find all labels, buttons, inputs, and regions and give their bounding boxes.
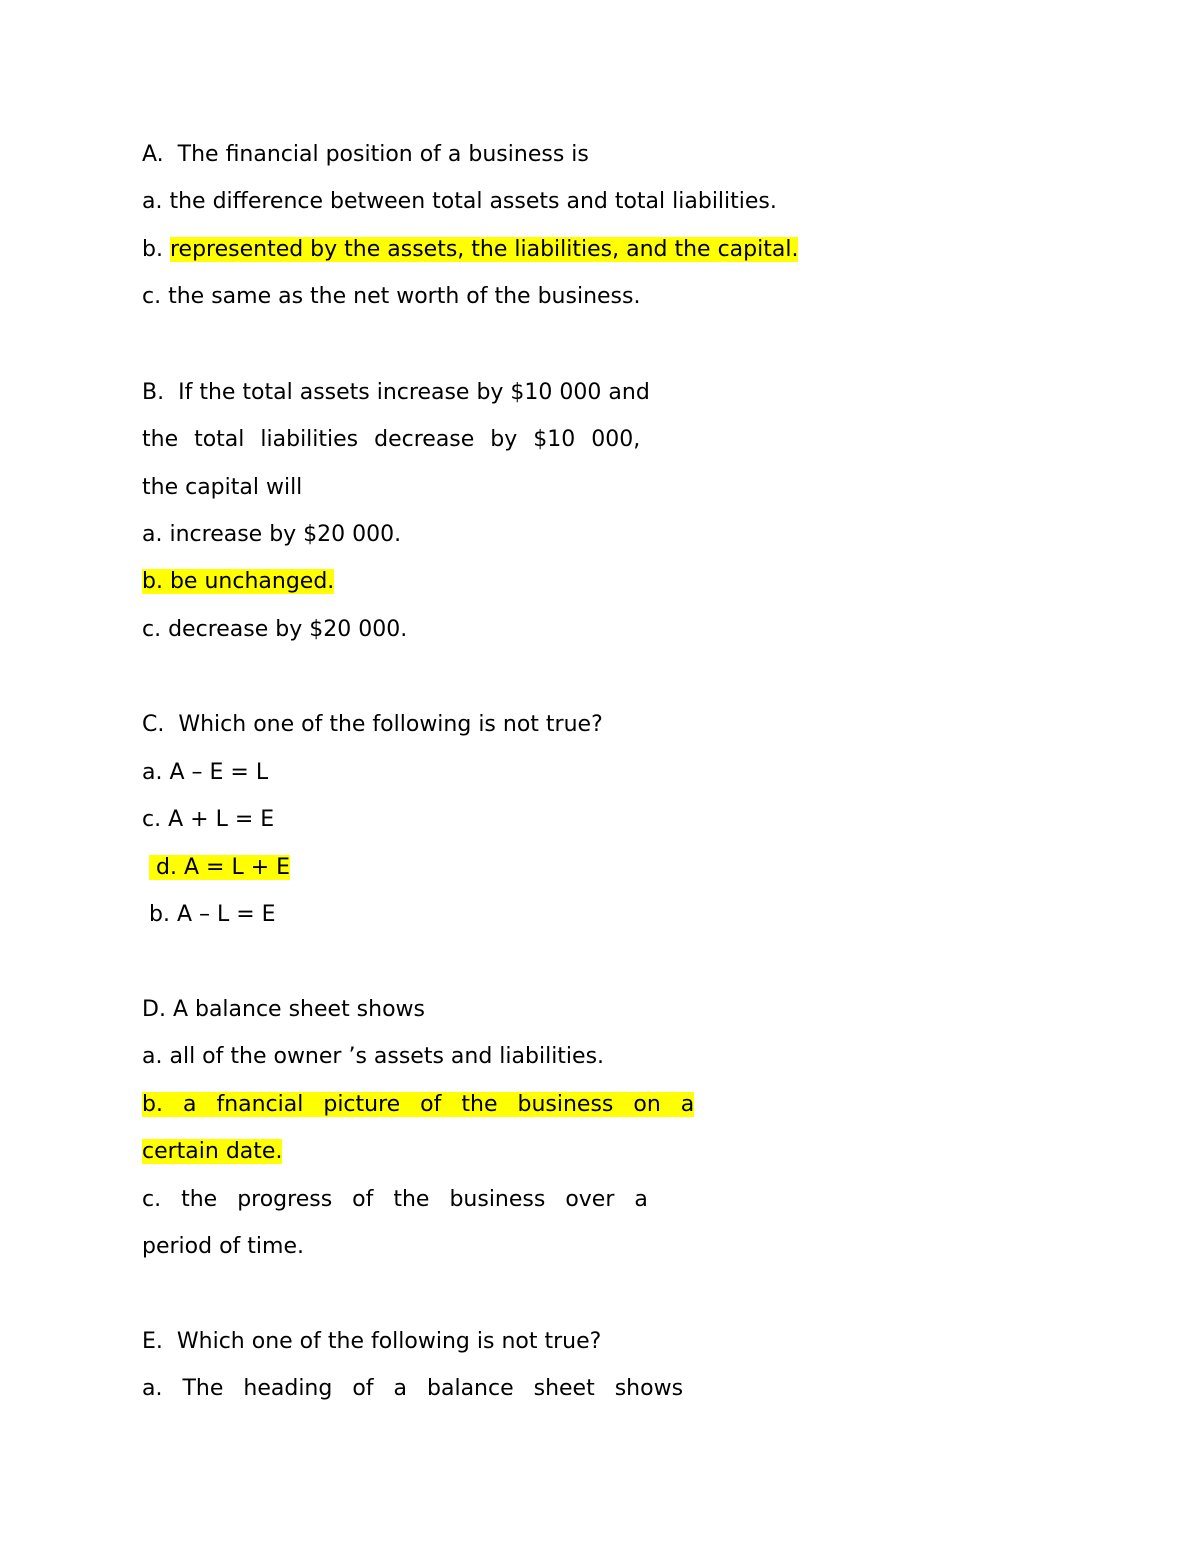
highlighted-answer xyxy=(149,855,290,880)
highlighted-answer xyxy=(142,569,334,594)
option-text: the difference between total assets and total liabilities. xyxy=(169,189,777,214)
option-letter: d. xyxy=(156,855,177,880)
question-c-option-a xyxy=(142,756,268,790)
question-d-option-c-line-1 xyxy=(142,1183,648,1217)
question-b-stem-line-3 xyxy=(142,471,302,505)
option-text: A – E = L xyxy=(169,760,269,785)
question-text: Which one of the following is not true? xyxy=(176,1329,602,1354)
highlighted-answer: certain date. xyxy=(142,1139,283,1164)
question-c-option-c xyxy=(142,803,274,837)
question-c-option-b xyxy=(142,898,276,932)
option-text: period of time. xyxy=(142,1234,304,1259)
option-text: increase by $20 000. xyxy=(169,522,402,547)
question-b-option-b-correct xyxy=(142,565,334,599)
option-text: a fnancial picture of the business on a xyxy=(182,1092,695,1117)
question-text: the total liabilities decrease by $10 000, xyxy=(142,427,641,452)
question-b-option-c xyxy=(142,613,407,647)
option-letter: a. xyxy=(142,760,163,785)
question-a-stem xyxy=(142,138,589,172)
question-d-option-b-correct-line-1 xyxy=(142,1088,694,1122)
question-label: A. xyxy=(142,142,164,167)
question-c-stem xyxy=(142,708,603,742)
option-text: A – L = E xyxy=(176,902,276,927)
option-letter: a. xyxy=(142,189,163,214)
question-a-option-b-correct xyxy=(142,233,798,267)
option-letter: c. xyxy=(142,1187,162,1212)
question-c-option-d-correct xyxy=(142,851,290,885)
question-label: D. xyxy=(142,997,166,1022)
question-b-stem-line-1 xyxy=(142,376,650,410)
option-letter: a. xyxy=(142,1376,163,1401)
option-letter: b. xyxy=(142,1092,163,1117)
question-text: The financial position of a business is xyxy=(177,142,589,167)
question-text: Which one of the following is not true? xyxy=(178,712,603,737)
option-letter: b. xyxy=(142,569,163,594)
option-text: the same as the net worth of the business. xyxy=(168,284,641,309)
question-d-option-c-line-2 xyxy=(142,1230,304,1264)
highlighted-answer: represented by the assets, the liabilities, and the capital. xyxy=(169,237,799,262)
highlighted-answer xyxy=(142,1092,694,1117)
option-letter: c. xyxy=(142,284,162,309)
question-b-stem-line-2 xyxy=(142,423,640,457)
question-text: A balance sheet shows xyxy=(172,997,426,1022)
question-text: If the total assets increase by $10 000 and xyxy=(178,380,650,405)
option-text: A = L + E xyxy=(183,855,291,880)
option-letter: a. xyxy=(142,1044,163,1069)
option-letter: b. xyxy=(149,902,170,927)
question-a-option-c xyxy=(142,280,640,314)
question-d-option-b-correct-line-2 xyxy=(142,1135,282,1169)
option-text: be unchanged. xyxy=(169,569,335,594)
question-text: the capital will xyxy=(142,475,303,500)
option-letter: c. xyxy=(142,617,162,642)
option-letter: a. xyxy=(142,522,163,547)
question-b-option-a xyxy=(142,518,401,552)
question-d-stem xyxy=(142,993,425,1027)
question-e-option-a xyxy=(142,1372,683,1406)
question-a-option-a xyxy=(142,185,777,219)
option-text: decrease by $20 000. xyxy=(168,617,408,642)
question-label: E. xyxy=(142,1329,163,1354)
question-label: B. xyxy=(142,380,165,405)
question-d-option-a xyxy=(142,1040,604,1074)
option-letter: b. xyxy=(142,237,163,262)
option-text: all of the owner ’s assets and liabilities. xyxy=(169,1044,605,1069)
option-text: The heading of a balance sheet shows xyxy=(182,1376,684,1401)
option-text: the progress of the business over a xyxy=(181,1187,648,1212)
question-e-stem xyxy=(142,1325,601,1359)
question-label: C. xyxy=(142,712,165,737)
option-letter: c. xyxy=(142,807,162,832)
option-text: A + L = E xyxy=(168,807,275,832)
